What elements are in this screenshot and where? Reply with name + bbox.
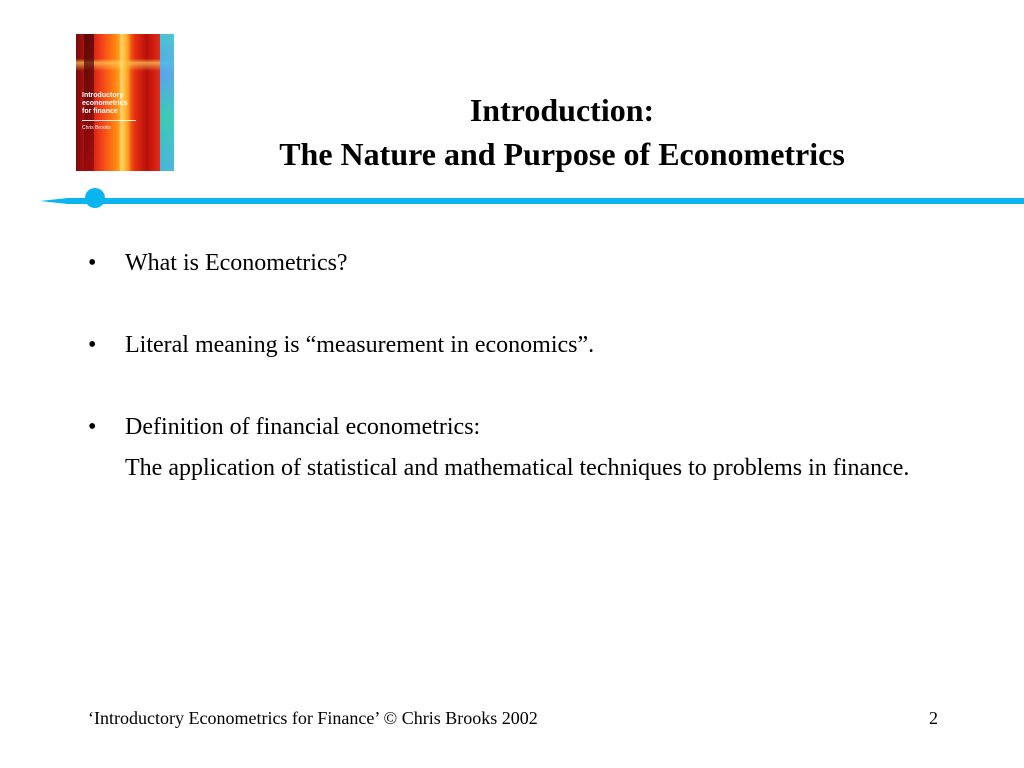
title-line-2: The Nature and Purpose of Econometrics [279, 136, 845, 172]
cover-blue-stripe [160, 34, 174, 171]
divider-arrow-tip [40, 198, 68, 204]
cover-author: Chris Brooks [82, 125, 111, 131]
divider-line [66, 198, 1024, 204]
cover-title: Introductory econometrics for finance [82, 92, 128, 115]
title-line-1: Introduction: [469, 92, 655, 128]
bullet-mark: • [88, 250, 97, 276]
cover-rule [82, 120, 136, 121]
slide-content [88, 247, 988, 484]
bullet-text: What is Econometrics? [125, 250, 348, 276]
bullet-text: Literal meaning is “measurement in economics”. [125, 332, 595, 358]
page-number: 2 [929, 708, 938, 728]
bullet-item [88, 247, 988, 279]
definition-text: The application of statistical and mathematical techniques to problems in finance. [125, 455, 910, 481]
divider-dot [83, 188, 107, 212]
title-divider-bar [40, 197, 1024, 205]
bullet-item [88, 329, 988, 361]
bullet-item [88, 411, 988, 484]
bullet-mark: • [88, 332, 97, 358]
bullet-mark: • [88, 414, 97, 440]
slide-title [200, 88, 924, 176]
bullet-text: Definition of financial econometrics: [125, 414, 481, 440]
footer-copyright: ‘Introductory Econometrics for Finance’ © Chris Brooks 2002 [88, 708, 538, 728]
book-cover-image [76, 34, 174, 171]
